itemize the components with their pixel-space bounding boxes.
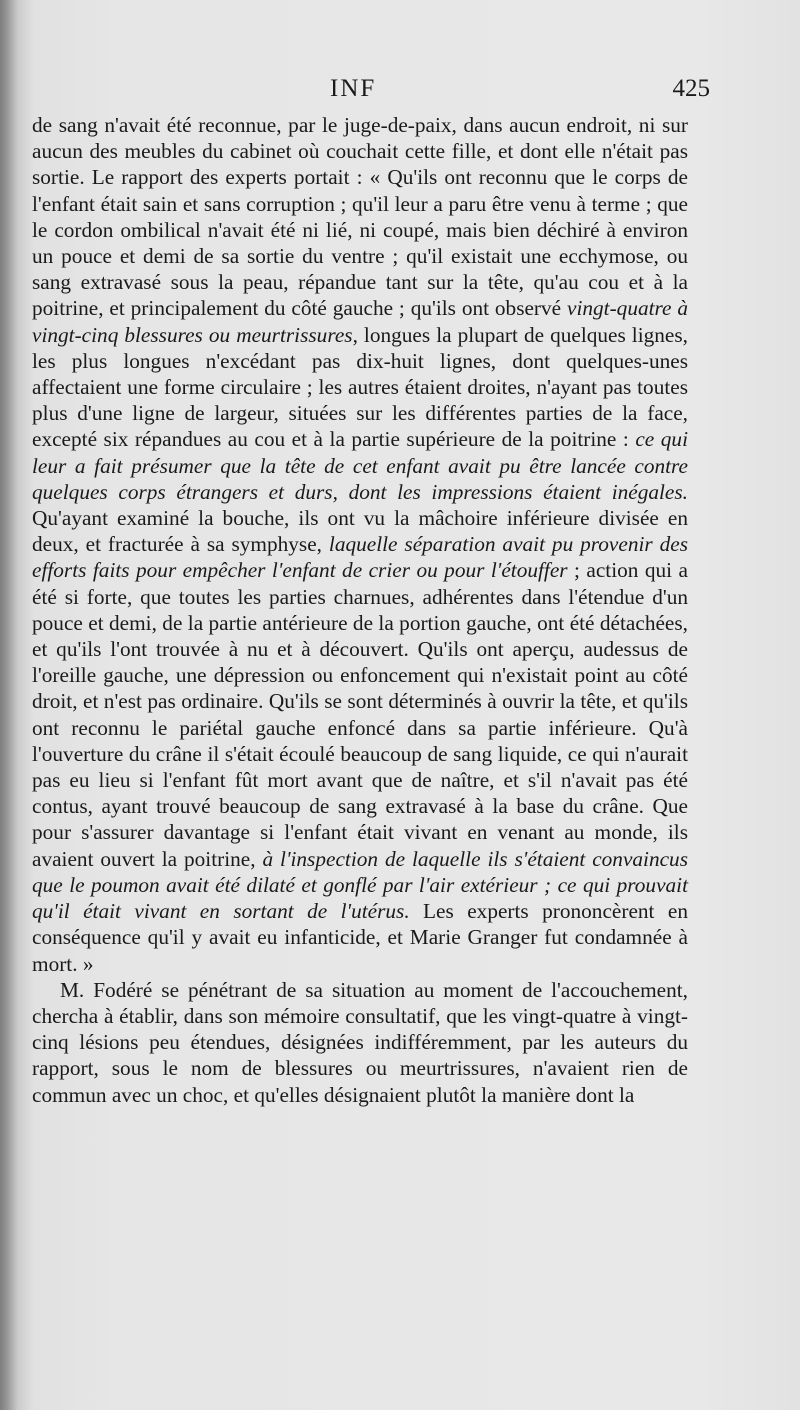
text-segment: ; action qui a été si forte, que toutes les parties charnues, adhérentes dans l'étendue d'un pouce et demi, de la partie antérieure de la portion gauche, ont été détachées, et qu'ils l'ont trouvée à nu et à découvert. Qu'ils ont aperçu, audessus de l'oreille gauche, une dépression ou enfoncement qui n'existait point au côté droit, et n'est pas ordinaire. Qu'ils se sont déterminés à ouvrir la tête, et qu'ils ont reconnu le pariétal gauche enfoncé dans sa partie inférieure. Qu'à l'ouverture du crâne il s'était écoulé beaucoup de sang liquide, ce qui n'aurait pas eu lieu si l'enfant fût mort avant que de naître, et s'il n'avait pas été contus, ayant trouvé beaucoup de sang extravasé à la base du crâne. Que pour s'assurer davantage si l'enfant était vivant en venant au monde, ils avaient ouvert la poitrine, (32, 558, 688, 871)
text-segment-italic: ce qui leur a fait présumer que la tête de cet enfant avait pu être lancée contre quelques corps étrangers et durs, dont les impressions étaient inégales. (32, 427, 688, 504)
text-segment-italic: à l'inspection de laquelle ils s'étaient convaincus que le poumon avait été dilaté et gonflé par l'air extérieur ; ce qui prouvait qu'il était vivant en sortant de l'utérus. (32, 846, 688, 924)
text-segment: M. Fodéré se pénétrant de sa situation au moment de l'accouchement, chercha à établir, dans son mémoire consultatif, que les vingt-quatre à vingt-cinq lésions peu étendues, désignées indifféremment, par les auteurs du rapport, sous le nom de blessures ou meurtrissures, n'avaient rien de commun avec un choc, et qu'elles désignaient plutôt la manière dont la (32, 977, 688, 1107)
body-text (32, 112, 688, 1108)
page-number: 425 (672, 75, 710, 102)
text-segment: , longues la plupart de quelques lignes, les plus longues n'excédant pas dix-huit lignes, dont quelques-unes affectaient une forme circulaire ; les autres étaient droites, n'ayant pas toutes plus d'une ligne de largeur, situées sur les différentes parties de la face, excepté six répandues au cou et à la partie supérieure de la poitrine : (32, 322, 688, 452)
text-segment-italic: laquelle séparation avait pu provenir des efforts faits pour empêcher l'enfant de crier ou pour l'étouffer (32, 532, 688, 583)
running-title: INF (330, 75, 377, 102)
text-segment: Qu'ayant examiné la bouche, ils ont vu la mâchoire inférieure divisée en deux, et fracturée à sa symphyse, (32, 506, 688, 557)
paragraph-2 (32, 977, 688, 1108)
text-segment-italic: vingt-quatre à vingt-cinq blessures ou meurtrissures (32, 296, 689, 347)
text-segment: Les experts prononcèrent en conséquence qu'il y avait eu infanticide, et Marie Granger fut condamnée à mort. » (32, 899, 688, 976)
text-segment: de sang n'avait été reconnue, par le juge-de-paix, dans aucun endroit, ni sur aucun des meubles du cabinet où couchait cette fille, et dont elle n'était pas sortie. Le rapport des experts portait : « Qu'ils ont reconnu que le corps de l'enfant était sain et sans corruption ; qu'il leur a paru être venu à terme ; que le cordon ombilical n'avait été ni lié, ni coupé, mais bien déchiré à environ un pouce et demi de sa sortie du ventre ; qu'il existait une ecchymose, ou sang extravasé sous la peau, répandue tant sur la tête, qu'au cou et à la poitrine, et principalement du côté gauche ; qu'ils ont observé (32, 113, 688, 321)
binding-shadow (0, 0, 18, 1410)
paragraph-1 (32, 112, 688, 977)
running-head (32, 75, 710, 109)
